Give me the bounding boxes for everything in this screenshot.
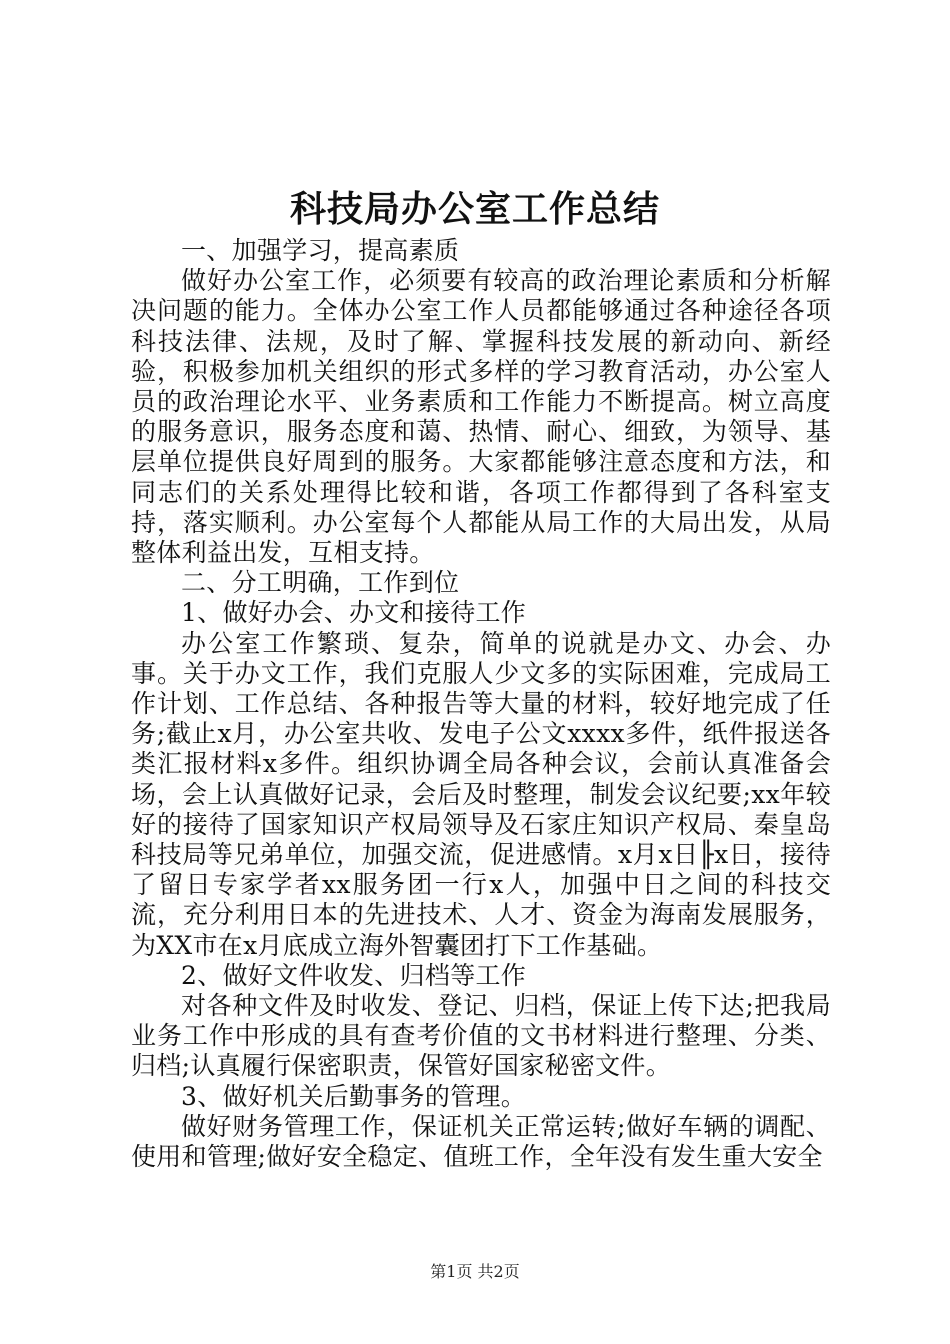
subsection-heading: 1、做好办会、办文和接待工作 xyxy=(181,598,527,628)
page-title: 科技局办公室工作总结 xyxy=(289,188,660,230)
section-heading: 二、分工明确，工作到位 xyxy=(181,568,460,598)
page-footer: 第1页 共2页 xyxy=(430,1262,520,1281)
subsection-heading: 2、做好文件收发、归档等工作 xyxy=(181,960,527,990)
subsection-heading: 3、做好机关后勤事务的管理。 xyxy=(181,1081,527,1111)
paragraph: 做好办公室工作，必须要有较高的政治理论素质和分析解决问题的能力。全体办公室工作人员都能够通过各种途径各项科技法律、法规，及时了解、掌握科技发展的新动向、新经验，积极参加机关组织的形式多样的学习教育活动，办公室人员的政治理论水平、业务素质和工作能力不断提高。树立高度的服务意识，服务态度和蔼、热情、耐心、细致，为领导、基层单位提供良好周到的服务。大家都能够注意态度和方法，和同志们的关系处理得比较和谐，各项工作都得到了各科室支持，落实顺利。办公室每个人都能从局工作的大局出发，从局整体利益出发，互相支持。 xyxy=(131,266,831,568)
section-heading: 一、加强学习，提高素质 xyxy=(181,236,460,265)
paragraph: 对各种文件及时收发、登记、归档，保证上传下达;把我局业务工作中形成的具有查考价值的文书材料进行整理、分类、归档;认真履行保密职责，保管好国家秘密文件。 xyxy=(131,991,831,1081)
document-body xyxy=(131,236,831,1172)
paragraph: 办公室工作繁琐、复杂，简单的说就是办文、办会、办事。关于办文工作，我们克服人少文多的实际困难，完成局工作计划、工作总结、各种报告等大量的材料，较好地完成了任务;截止x月，办公室共收、发电子公文xxxx多件，纸件报送各类汇报材料x多件。组织协调全局各种会议，会前认真准备会场，会上认真做好记录，会后及时整理，制发会议纪要;xx年较好的接待了国家知识产权局领导及石家庄知识产权局、秦皇岛科技局等兄弟单位，加强交流，促进感情。x月x日╟x日，接待了留日专家学者xx服务团一行x人，加强中日之间的科技交流，充分利用日本的先进技术、人才、资金为海南发展服务，为XX市在x月底成立海外智囊团打下工作基础。 xyxy=(131,628,831,960)
paragraph: 做好财务管理工作，保证机关正常运转;做好车辆的调配、使用和管理;做好安全稳定、值班工作，全年没有发生重大安全 xyxy=(131,1111,831,1172)
